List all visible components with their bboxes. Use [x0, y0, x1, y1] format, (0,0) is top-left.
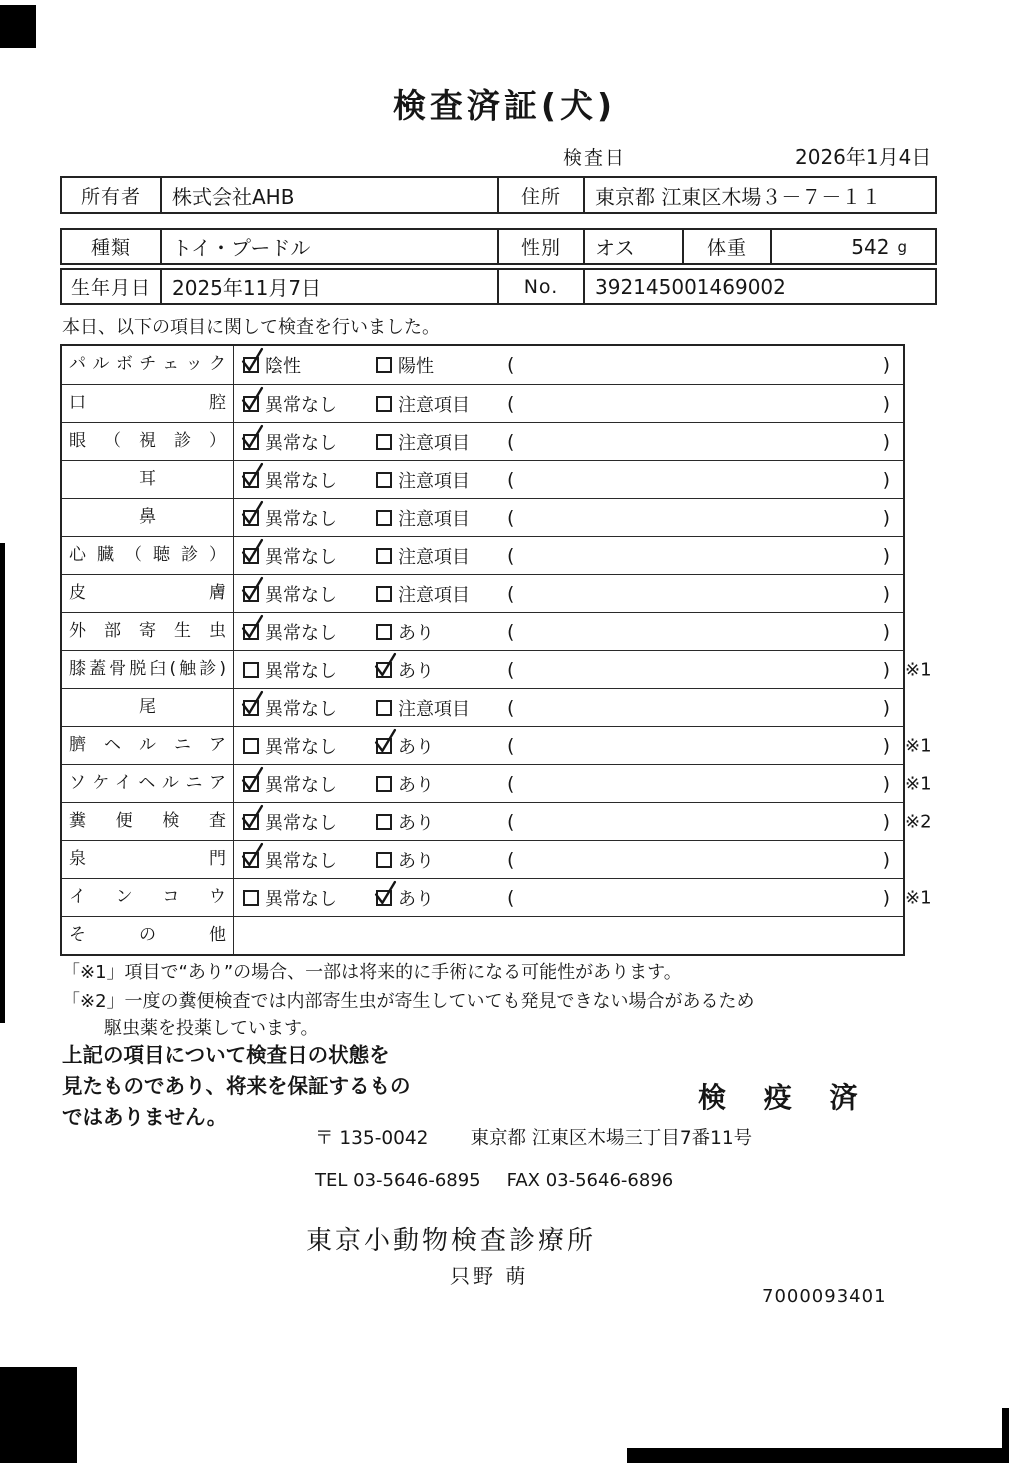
- remarks-field: [497, 423, 903, 460]
- option-label: 注意項目: [398, 584, 470, 606]
- option-cell: [234, 461, 367, 498]
- item-label: 泉門: [62, 841, 234, 878]
- checkbox-icon: [376, 548, 392, 564]
- option-cell: [234, 346, 367, 384]
- option-cell: [367, 537, 497, 574]
- item-label: 眼（視診）: [62, 423, 234, 460]
- footnote-marker: ※2: [905, 811, 932, 832]
- option-cell: [367, 385, 497, 422]
- open-paren: (: [507, 696, 515, 719]
- checkmark-icon: [240, 690, 265, 717]
- checkbox-icon: [243, 890, 259, 906]
- veterinarian-name: 只野 萌: [450, 1264, 529, 1288]
- option-cell: [367, 689, 497, 726]
- option-cell: [367, 803, 497, 840]
- inspection-row: [62, 384, 903, 422]
- checkmark-icon: [373, 728, 398, 755]
- option-cell: [234, 765, 367, 802]
- item-label: 鼻: [62, 499, 234, 536]
- open-paren: (: [507, 848, 515, 871]
- breed-label: 種類: [62, 230, 162, 263]
- address-value: 東京都 江東区木場３－７－１１: [595, 184, 882, 209]
- checkbox-checked[interactable]: [376, 738, 392, 754]
- disclaimer-line: 上記の項目について検査日の状態を: [62, 1043, 390, 1067]
- checkbox-icon: [243, 662, 259, 678]
- option-cell: [234, 651, 367, 688]
- street-address: 東京都 江東区木場三丁目7番11号: [470, 1128, 753, 1149]
- checkmark-icon: [373, 652, 398, 679]
- option-label: 注意項目: [398, 432, 470, 454]
- inspection-row: [62, 688, 903, 726]
- option-cell: [367, 879, 497, 916]
- open-paren: (: [507, 506, 515, 529]
- checkbox-checked[interactable]: [243, 357, 259, 373]
- inspection-row: [62, 726, 932, 764]
- postal-code: 〒 135-0042: [315, 1128, 429, 1149]
- weight-value: [772, 230, 935, 263]
- open-paren: (: [507, 430, 515, 453]
- close-paren: ): [882, 468, 890, 491]
- inspection-row: [62, 574, 903, 612]
- option-cell: [367, 461, 497, 498]
- remarks-field: [497, 385, 903, 422]
- close-paren: ): [882, 810, 890, 833]
- checkbox-checked[interactable]: [243, 434, 259, 450]
- checkbox-checked[interactable]: [243, 586, 259, 602]
- checkbox-checked[interactable]: [243, 814, 259, 830]
- option-cell: [234, 423, 367, 460]
- remarks-field: [497, 537, 903, 574]
- open-paren: (: [507, 468, 515, 491]
- checkbox-icon: [376, 396, 392, 412]
- option-cell: [367, 423, 497, 460]
- option-cell: [367, 651, 497, 688]
- option-label: 異常なし: [265, 470, 337, 492]
- fax-number: FAX 03-5646-6896: [506, 1170, 674, 1191]
- checkbox-unchecked[interactable]: [243, 662, 259, 678]
- footnote-marker: ※1: [905, 887, 932, 908]
- inspection-row: [62, 422, 903, 460]
- remarks-field: [497, 765, 903, 802]
- checkmark-icon: [240, 614, 265, 641]
- checkbox-checked[interactable]: [243, 510, 259, 526]
- remarks-field: [497, 917, 903, 954]
- checkbox-icon: [243, 738, 259, 754]
- option-label: 異常なし: [265, 622, 337, 644]
- disclaimer-text: [62, 1040, 411, 1133]
- option-label: 注意項目: [398, 394, 470, 416]
- checkbox-unchecked[interactable]: [376, 548, 392, 564]
- checkmark-icon: [240, 347, 265, 374]
- item-label: ソケイヘルニア: [62, 765, 234, 802]
- inspection-row: [62, 346, 903, 384]
- inspection-row: [62, 840, 903, 878]
- open-paren: (: [507, 810, 515, 833]
- option-label: あり: [398, 774, 434, 796]
- checkmark-icon: [240, 500, 265, 527]
- checkbox-icon: [376, 357, 392, 373]
- scan-artifact: [1002, 1408, 1009, 1463]
- option-cell: [367, 841, 497, 878]
- option-cell: [367, 765, 497, 802]
- option-label: あり: [398, 812, 434, 834]
- owner-table: [60, 176, 937, 214]
- open-paren: (: [507, 734, 515, 757]
- tel-number: TEL 03-5646-6895: [315, 1170, 481, 1191]
- item-label: 糞便検査: [62, 803, 234, 840]
- option-label: あり: [398, 736, 434, 758]
- option-cell: [367, 917, 497, 954]
- option-label: 異常なし: [265, 812, 337, 834]
- remarks-field: [497, 461, 903, 498]
- close-paren: ): [882, 734, 890, 757]
- checkbox-unchecked[interactable]: [376, 510, 392, 526]
- open-paren: (: [507, 658, 515, 681]
- option-label: 異常なし: [265, 888, 337, 910]
- option-label: 陰性: [265, 356, 301, 377]
- checkbox-unchecked[interactable]: [376, 700, 392, 716]
- option-cell: [367, 613, 497, 650]
- scan-artifact: [0, 543, 5, 1023]
- checkbox-icon: [376, 586, 392, 602]
- option-cell: [367, 346, 497, 384]
- intro-text: 本日、以下の項目に関して検査を行いました。: [62, 317, 440, 338]
- checkbox-checked[interactable]: [243, 852, 259, 868]
- checkbox-icon: [376, 814, 392, 830]
- footnote-2: 「※2」一度の糞便検査では内部寄生虫が寄生していても発見できない場合があるため: [62, 991, 755, 1012]
- open-paren: (: [507, 354, 515, 376]
- checkmark-icon: [240, 538, 265, 565]
- remarks-field: [497, 841, 903, 878]
- option-cell: [234, 689, 367, 726]
- scan-artifact: [0, 5, 36, 48]
- option-cell: [234, 803, 367, 840]
- option-cell: [234, 613, 367, 650]
- checkmark-icon: [240, 842, 265, 869]
- checkbox-unchecked[interactable]: [376, 852, 392, 868]
- close-paren: ): [882, 544, 890, 567]
- footnote-marker: ※1: [905, 659, 932, 680]
- sex-label: 性別: [499, 230, 585, 263]
- checkmark-icon: [373, 880, 398, 907]
- option-label: 異常なし: [265, 736, 337, 758]
- option-label: あり: [398, 622, 434, 644]
- checkbox-unchecked[interactable]: [376, 357, 392, 373]
- exam-date-label: 検査日: [563, 147, 627, 169]
- option-label: 陽性: [398, 356, 434, 377]
- checkbox-unchecked[interactable]: [243, 738, 259, 754]
- open-paren: (: [507, 392, 515, 415]
- checkbox-checked[interactable]: [243, 396, 259, 412]
- weight-number: 542: [851, 234, 890, 259]
- option-label: 異常なし: [265, 508, 337, 530]
- footnote-marker: ※1: [905, 773, 932, 794]
- checkmark-icon: [240, 576, 265, 603]
- option-label: 異常なし: [265, 546, 337, 568]
- exam-date-value: 2026年1月4日: [795, 145, 932, 169]
- checkbox-icon: [376, 624, 392, 640]
- checkbox-icon: [376, 434, 392, 450]
- option-cell: [234, 841, 367, 878]
- checkbox-unchecked[interactable]: [376, 434, 392, 450]
- close-paren: ): [882, 392, 890, 415]
- checkbox-unchecked[interactable]: [376, 586, 392, 602]
- remarks-field: [497, 651, 903, 688]
- inspection-row: [62, 612, 903, 650]
- checkbox-icon: [376, 472, 392, 488]
- breed-row: [60, 228, 937, 265]
- item-label: 心臓（聴診）: [62, 537, 234, 574]
- inspection-row: [62, 460, 903, 498]
- checkmark-icon: [240, 766, 265, 793]
- close-paren: ): [882, 848, 890, 871]
- option-cell: [367, 575, 497, 612]
- checkbox-unchecked[interactable]: [376, 776, 392, 792]
- open-paren: (: [507, 886, 515, 909]
- owner-value: 株式会社AHB: [162, 178, 499, 212]
- option-label: 異常なし: [265, 850, 337, 872]
- close-paren: ): [882, 620, 890, 643]
- close-paren: ): [882, 582, 890, 605]
- item-label: 皮膚: [62, 575, 234, 612]
- checkbox-icon: [376, 852, 392, 868]
- remarks-field: [497, 689, 903, 726]
- inspection-row: [62, 802, 932, 840]
- checkmark-icon: [240, 424, 265, 451]
- disclaimer-line: ではありません。: [62, 1105, 228, 1129]
- option-cell: [234, 537, 367, 574]
- open-paren: (: [507, 544, 515, 567]
- option-cell: [367, 727, 497, 764]
- owner-label: 所有者: [62, 178, 162, 212]
- checkbox-unchecked[interactable]: [376, 472, 392, 488]
- inspection-row: [62, 916, 903, 954]
- item-label: 臍ヘルニア: [62, 727, 234, 764]
- document-title: 検査済証(犬): [392, 86, 617, 125]
- certificate-no-label: No.: [499, 270, 585, 303]
- remarks-field: [497, 613, 903, 650]
- checkbox-checked[interactable]: [243, 700, 259, 716]
- checkbox-checked[interactable]: [376, 662, 392, 678]
- disclaimer-line: 見たものであり、将来を保証するもの: [62, 1074, 411, 1098]
- option-label: 異常なし: [265, 698, 337, 720]
- checkbox-icon: [376, 776, 392, 792]
- option-cell: [234, 385, 367, 422]
- checkbox-unchecked[interactable]: [376, 396, 392, 412]
- checkbox-icon: [376, 700, 392, 716]
- footnote-1: 「※1」項目で“あり”の場合、一部は将来的に手術になる可能性があります。: [62, 962, 682, 983]
- item-label: パルボチェック: [62, 346, 234, 384]
- weight-unit: g: [897, 237, 907, 256]
- option-label: あり: [398, 660, 434, 682]
- option-label: 異常なし: [265, 432, 337, 454]
- open-paren: (: [507, 620, 515, 643]
- remarks-field: [497, 499, 903, 536]
- clinic-phone-line: [315, 1170, 673, 1191]
- checkbox-unchecked[interactable]: [376, 814, 392, 830]
- inspection-row: [62, 764, 932, 802]
- inspection-row: [62, 650, 932, 688]
- certificate-no-value: 392145001469002: [595, 274, 786, 299]
- checkmark-icon: [240, 386, 265, 413]
- remarks-field: [497, 575, 903, 612]
- checkbox-checked[interactable]: [243, 776, 259, 792]
- inspection-table: [60, 344, 932, 956]
- weight-label: 体重: [684, 230, 772, 263]
- item-label: インコウ: [62, 879, 234, 916]
- checkbox-checked[interactable]: [376, 890, 392, 906]
- scan-artifact: [0, 1367, 77, 1463]
- item-label: 尾: [62, 689, 234, 726]
- option-label: 注意項目: [398, 698, 470, 720]
- checkbox-checked[interactable]: [243, 548, 259, 564]
- option-label: 注意項目: [398, 546, 470, 568]
- breed-value: トイ・プードル: [162, 230, 499, 263]
- option-label: 異常なし: [265, 660, 337, 682]
- option-cell: [234, 727, 367, 764]
- checkmark-icon: [240, 462, 265, 489]
- close-paren: ): [882, 430, 890, 453]
- document-number: 7000093401: [762, 1286, 887, 1307]
- checkbox-checked[interactable]: [243, 472, 259, 488]
- checkbox-unchecked[interactable]: [376, 624, 392, 640]
- checkbox-icon: [376, 510, 392, 526]
- footnote-2-continuation: 駆虫薬を投薬しています。: [104, 1018, 319, 1039]
- sex-value: オス: [585, 230, 684, 263]
- close-paren: ): [882, 658, 890, 681]
- close-paren: ): [882, 506, 890, 529]
- item-label: その他: [62, 917, 234, 954]
- open-paren: (: [507, 772, 515, 795]
- item-label: 耳: [62, 461, 234, 498]
- close-paren: ): [882, 696, 890, 719]
- open-paren: (: [507, 582, 515, 605]
- checkbox-unchecked[interactable]: [243, 890, 259, 906]
- item-label: 口腔: [62, 385, 234, 422]
- remarks-field: [497, 879, 903, 916]
- footnote-marker: ※1: [905, 735, 932, 756]
- remarks-field: [497, 346, 903, 384]
- remarks-field: [497, 803, 903, 840]
- close-paren: ): [882, 354, 890, 376]
- inspection-row: [62, 878, 932, 916]
- item-label: 外部寄生虫: [62, 613, 234, 650]
- address-label: 住所: [499, 178, 585, 212]
- option-cell: [367, 499, 497, 536]
- option-cell: [234, 575, 367, 612]
- birthdate-label: 生年月日: [62, 270, 162, 303]
- birthdate-value: 2025年11月7日: [162, 270, 499, 303]
- option-label: 異常なし: [265, 584, 337, 606]
- option-cell: [234, 499, 367, 536]
- checkmark-icon: [240, 804, 265, 831]
- option-label: 異常なし: [265, 394, 337, 416]
- option-label: あり: [398, 850, 434, 872]
- inspection-row: [62, 498, 903, 536]
- scan-artifact: [627, 1448, 1009, 1463]
- option-cell: [234, 879, 367, 916]
- close-paren: ): [882, 772, 890, 795]
- checkbox-checked[interactable]: [243, 624, 259, 640]
- option-label: あり: [398, 888, 434, 910]
- inspection-row: [62, 536, 903, 574]
- option-label: 注意項目: [398, 508, 470, 530]
- clinic-name: 東京小動物検査診療所: [306, 1226, 597, 1256]
- clinic-address-line: [315, 1124, 752, 1150]
- item-label: 膝蓋骨脱臼(触診): [62, 651, 234, 688]
- birthdate-row: [60, 268, 937, 305]
- quarantine-stamp: 検 疫 済: [698, 1081, 872, 1114]
- remarks-field: [497, 727, 903, 764]
- option-label: 注意項目: [398, 470, 470, 492]
- option-cell: [234, 917, 367, 954]
- close-paren: ): [882, 886, 890, 909]
- option-label: 異常なし: [265, 774, 337, 796]
